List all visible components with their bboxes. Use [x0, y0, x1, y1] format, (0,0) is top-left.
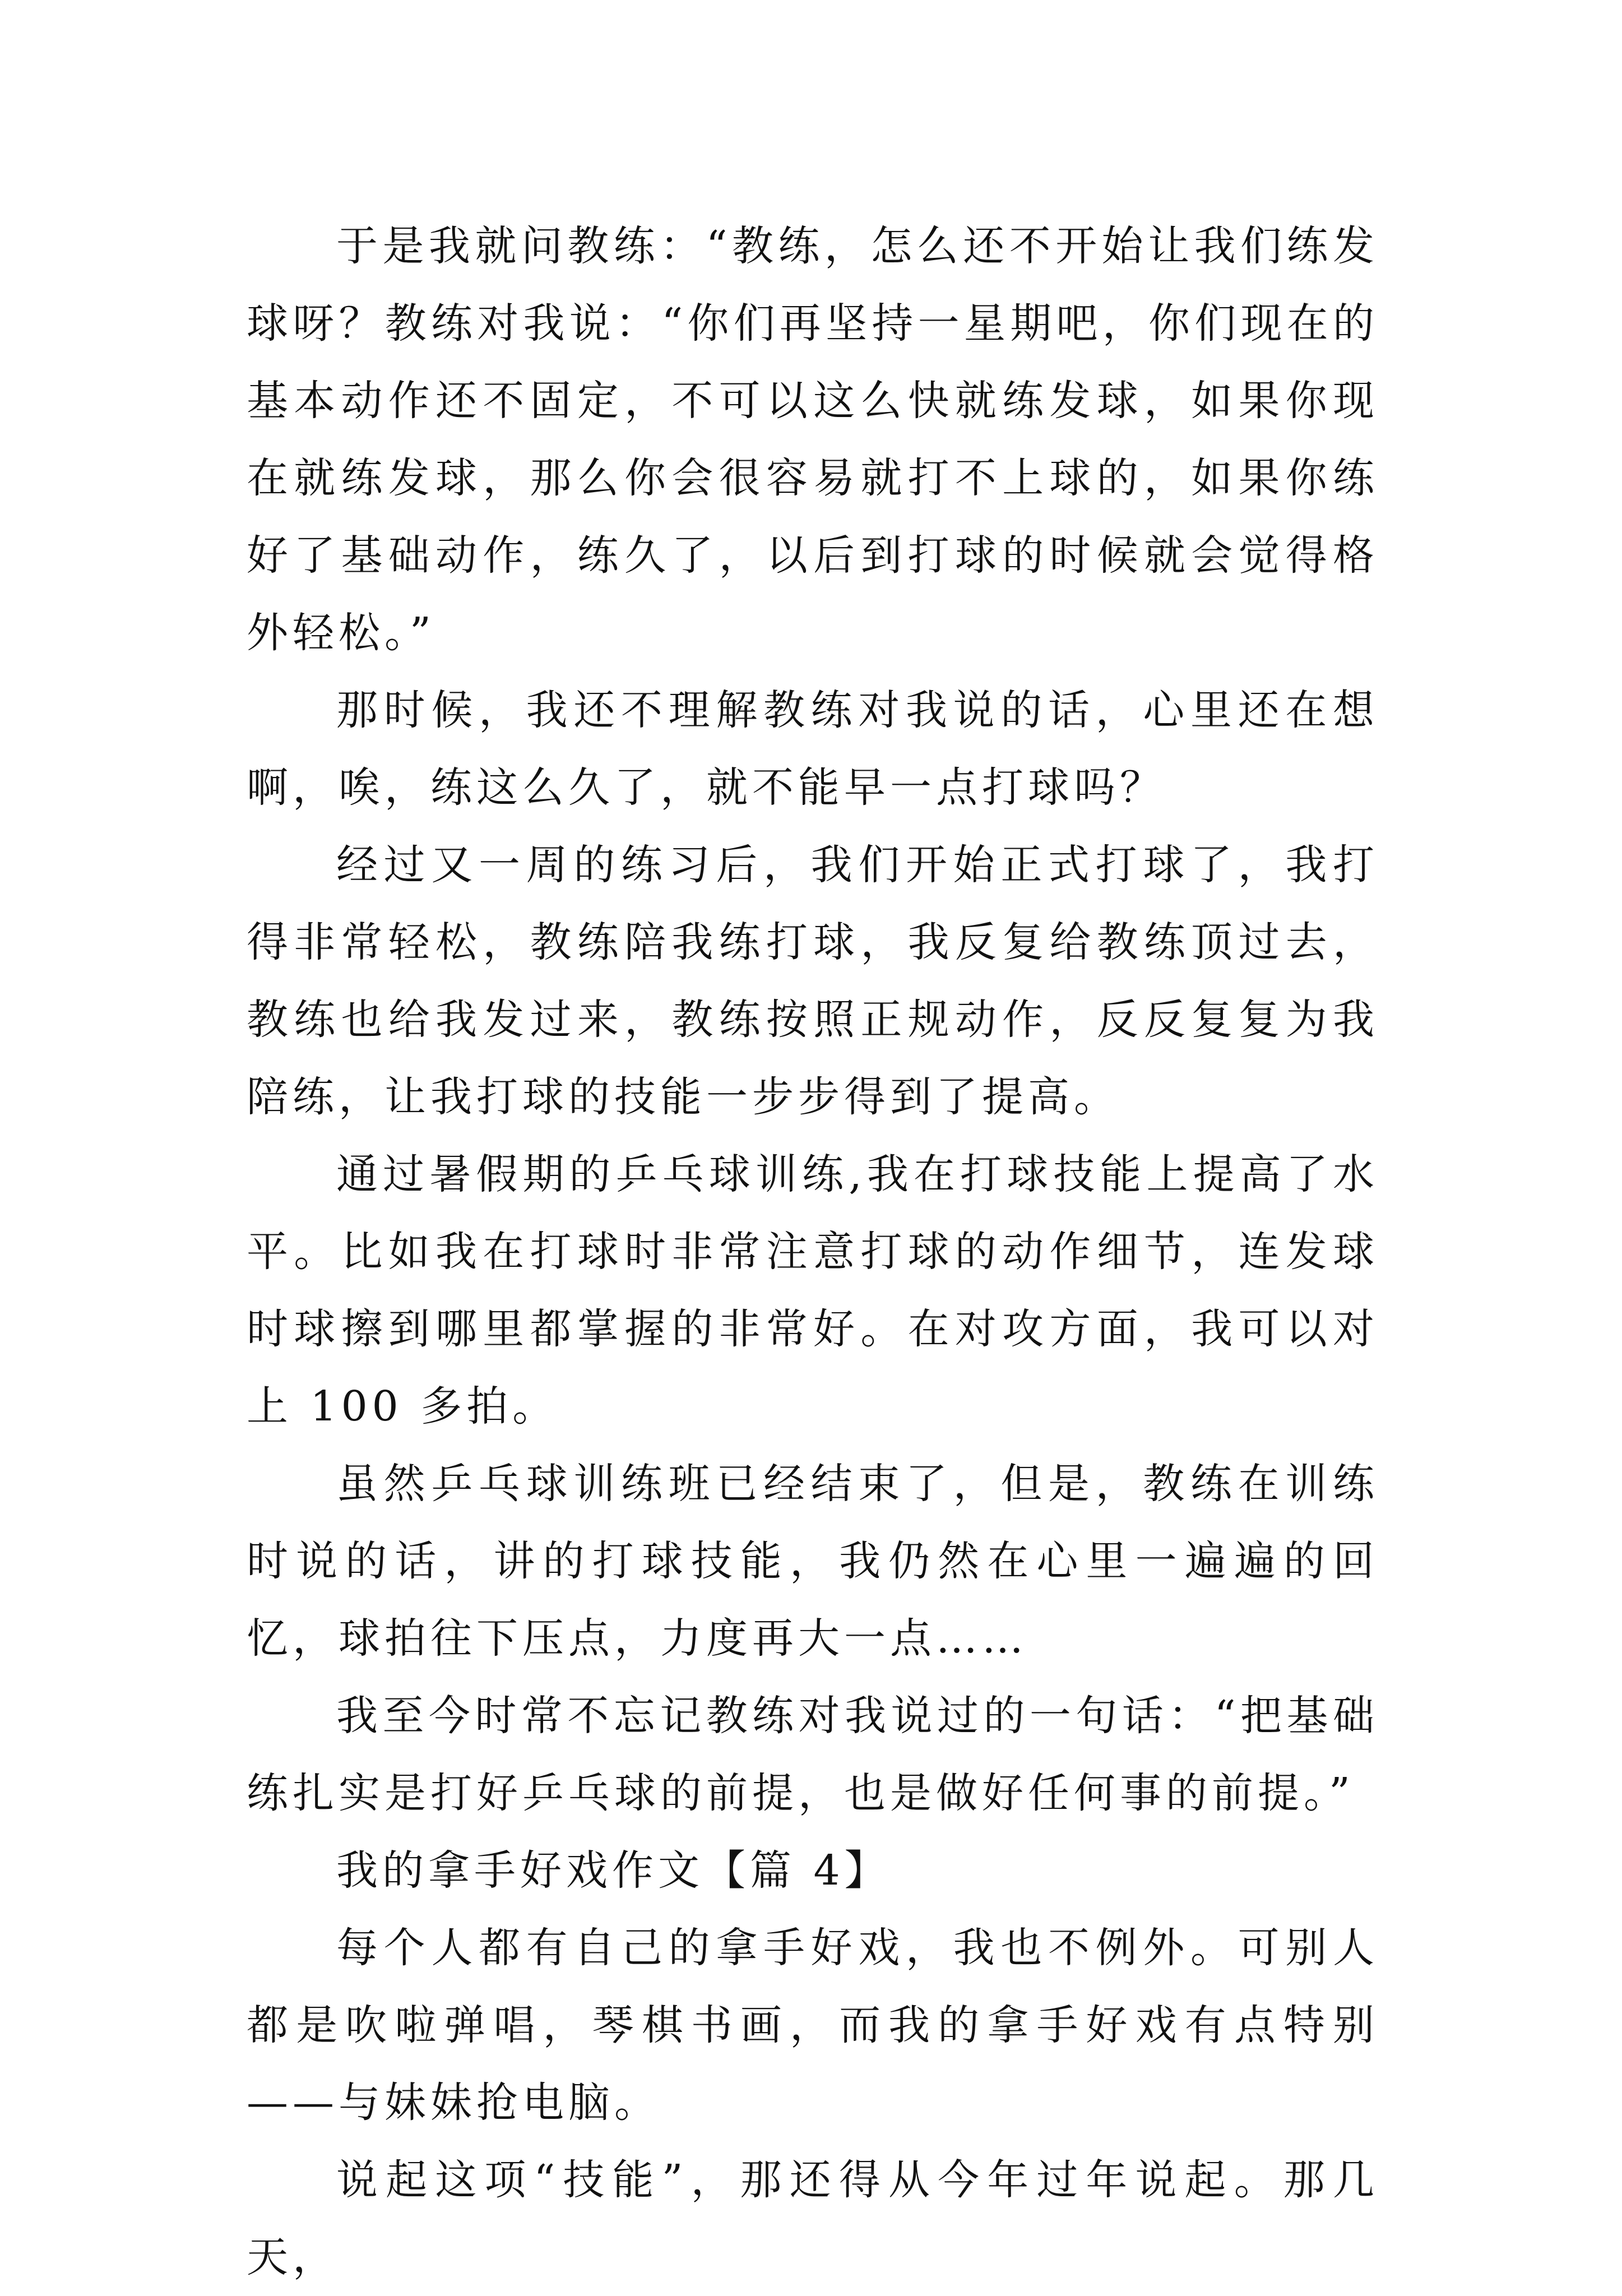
paragraph-not-understand: 那时候，我还不理解教练对我说的话，心里还在想啊，唉，练这么久了，就不能早一点打球吗？: [247, 686, 1379, 812]
paragraph-specialty-intro: 每个人都有自己的拿手好戏，我也不例外。可别人都是吹啦弹唱，琴棋书画，而我的拿手好戏有点特别——与妹妹抢电脑。: [247, 1924, 1379, 2127]
paragraph-coach-question: 于是我就问教练：“教练，怎么还不开始让我们练发球呀？教练对我说：“你们再坚持一星期吧，你们现在的基本动作还不固定，不可以这么快就练发球，如果你现在就练发球，那么你会很容易就打不上球的，如果你练好了基础动作，练久了，以后到打球的时候就会觉得格外轻松。”: [247, 222, 1379, 657]
paragraph-summer-training: 通过暑假期的乒乓球训练,我在打球技能上提高了水平。比如我在打球时非常注意打球的动作细节，连发球时球擦到哪里都掌握的非常好。在对攻方面，我可以对上 100 多拍。: [247, 1150, 1379, 1431]
paragraph-skill-origin: 说起这项“技能”，那还得从今年过年说起。那几天，: [247, 2156, 1379, 2281]
section-heading: 我的拿手好戏作文【篇 4】: [336, 1846, 891, 1895]
document-body: [247, 207, 1379, 2296]
paragraph-coach-quote: 我至今时常不忘记教练对我说过的一句话：“把基础练扎实是打好乒乓球的前提，也是做好任何事的前提。”: [247, 1692, 1379, 1817]
paragraph-start-playing: 经过又一周的练习后，我们开始正式打球了，我打得非常轻松，教练陪我练打球，我反复给教练顶过去，教练也给我发过来，教练按照正规动作，反反复复为我陪练，让我打球的技能一步步得到了提高。: [247, 841, 1379, 1121]
paragraph-class-ended: 虽然乒乓球训练班已经结束了，但是，教练在训练时说的话，讲的打球技能，我仍然在心里一遍遍的回忆，球拍往下压点，力度再大一点……: [247, 1460, 1379, 1663]
